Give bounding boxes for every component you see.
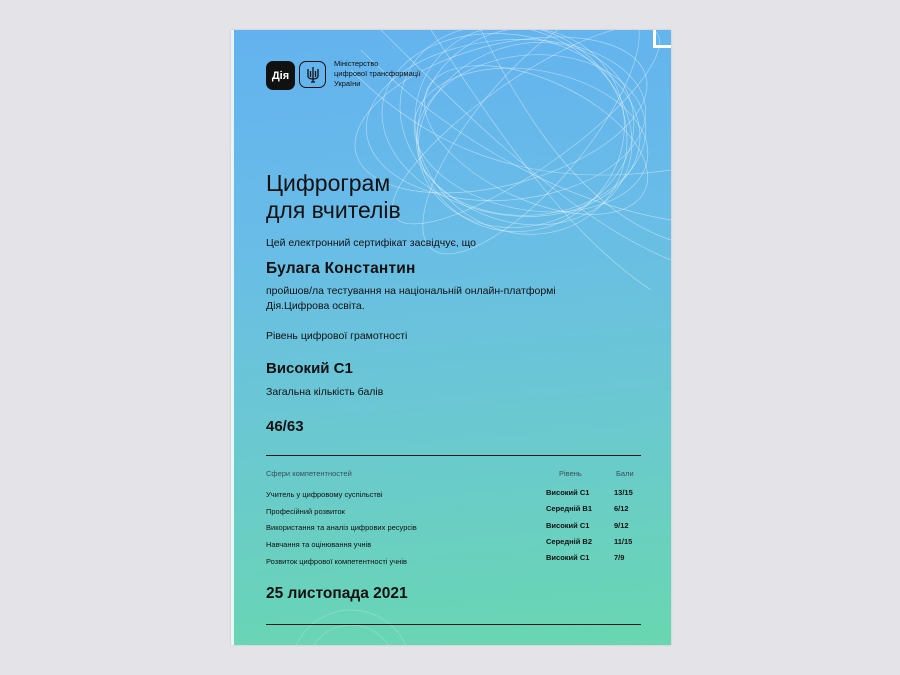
passed-line: пройшов/ла тестування на національній онлайн-платформі — [266, 285, 556, 297]
table-row — [266, 553, 641, 570]
competence-score: 11/15 — [614, 537, 633, 546]
competence-name: Учитель у цифровому суспільстві — [266, 490, 383, 499]
competence-level: Високий С1 — [546, 553, 590, 562]
ministry-name — [334, 59, 464, 89]
competence-name: Розвиток цифрової компетентності учнів — [266, 557, 407, 566]
competence-score: 6/12 — [614, 504, 629, 513]
divider-bottom — [266, 624, 641, 625]
table-row — [266, 488, 641, 505]
ministry-line: Міністерство — [334, 59, 379, 68]
competence-score: 9/12 — [614, 521, 629, 530]
person-name: Булага Константин — [266, 260, 416, 277]
certifies-text: Цей електронний сертифікат засвідчує, що — [266, 237, 477, 249]
competence-level: Високий С1 — [546, 521, 590, 530]
table-header-points: Бали — [616, 469, 634, 478]
competence-level: Середній В2 — [546, 537, 592, 546]
passed-line: Дія.Цифрова освіта. — [266, 300, 365, 312]
competence-score: 13/15 — [614, 488, 633, 497]
competence-level: Середній В1 — [546, 504, 592, 513]
corner-mark — [653, 30, 671, 48]
level-label: Рівень цифрової грамотності — [266, 330, 408, 342]
dia-logo: Дія — [266, 61, 295, 90]
level-value: Високий С1 — [266, 360, 353, 377]
score-value: 46/63 — [266, 418, 304, 435]
table-row — [266, 504, 641, 521]
table-header-level: Рівень — [559, 469, 582, 478]
issue-date: 25 листопада 2021 — [266, 585, 408, 602]
certificate — [231, 30, 671, 645]
competence-name: Навчання та оцінювання учнів — [266, 540, 372, 549]
table-row — [266, 521, 641, 538]
competence-level: Високий С1 — [546, 488, 590, 497]
trident-emblem-icon — [299, 61, 326, 88]
score-label: Загальна кількість балів — [266, 386, 384, 398]
competence-name: Використання та аналіз цифрових ресурсів — [266, 523, 417, 532]
table-header-sphere: Сфери компетентностей — [266, 469, 352, 478]
title-line: для вчителів — [266, 197, 401, 223]
title-line: Цифрограм — [266, 170, 391, 196]
ministry-line: цифрової трансформації — [334, 69, 421, 78]
ministry-line: України — [334, 79, 361, 88]
table-row — [266, 537, 641, 554]
competence-score: 7/9 — [614, 553, 625, 562]
passed-text — [266, 284, 556, 314]
competence-name: Професійний розвиток — [266, 507, 345, 516]
certificate-title — [266, 170, 401, 224]
divider — [266, 455, 641, 456]
